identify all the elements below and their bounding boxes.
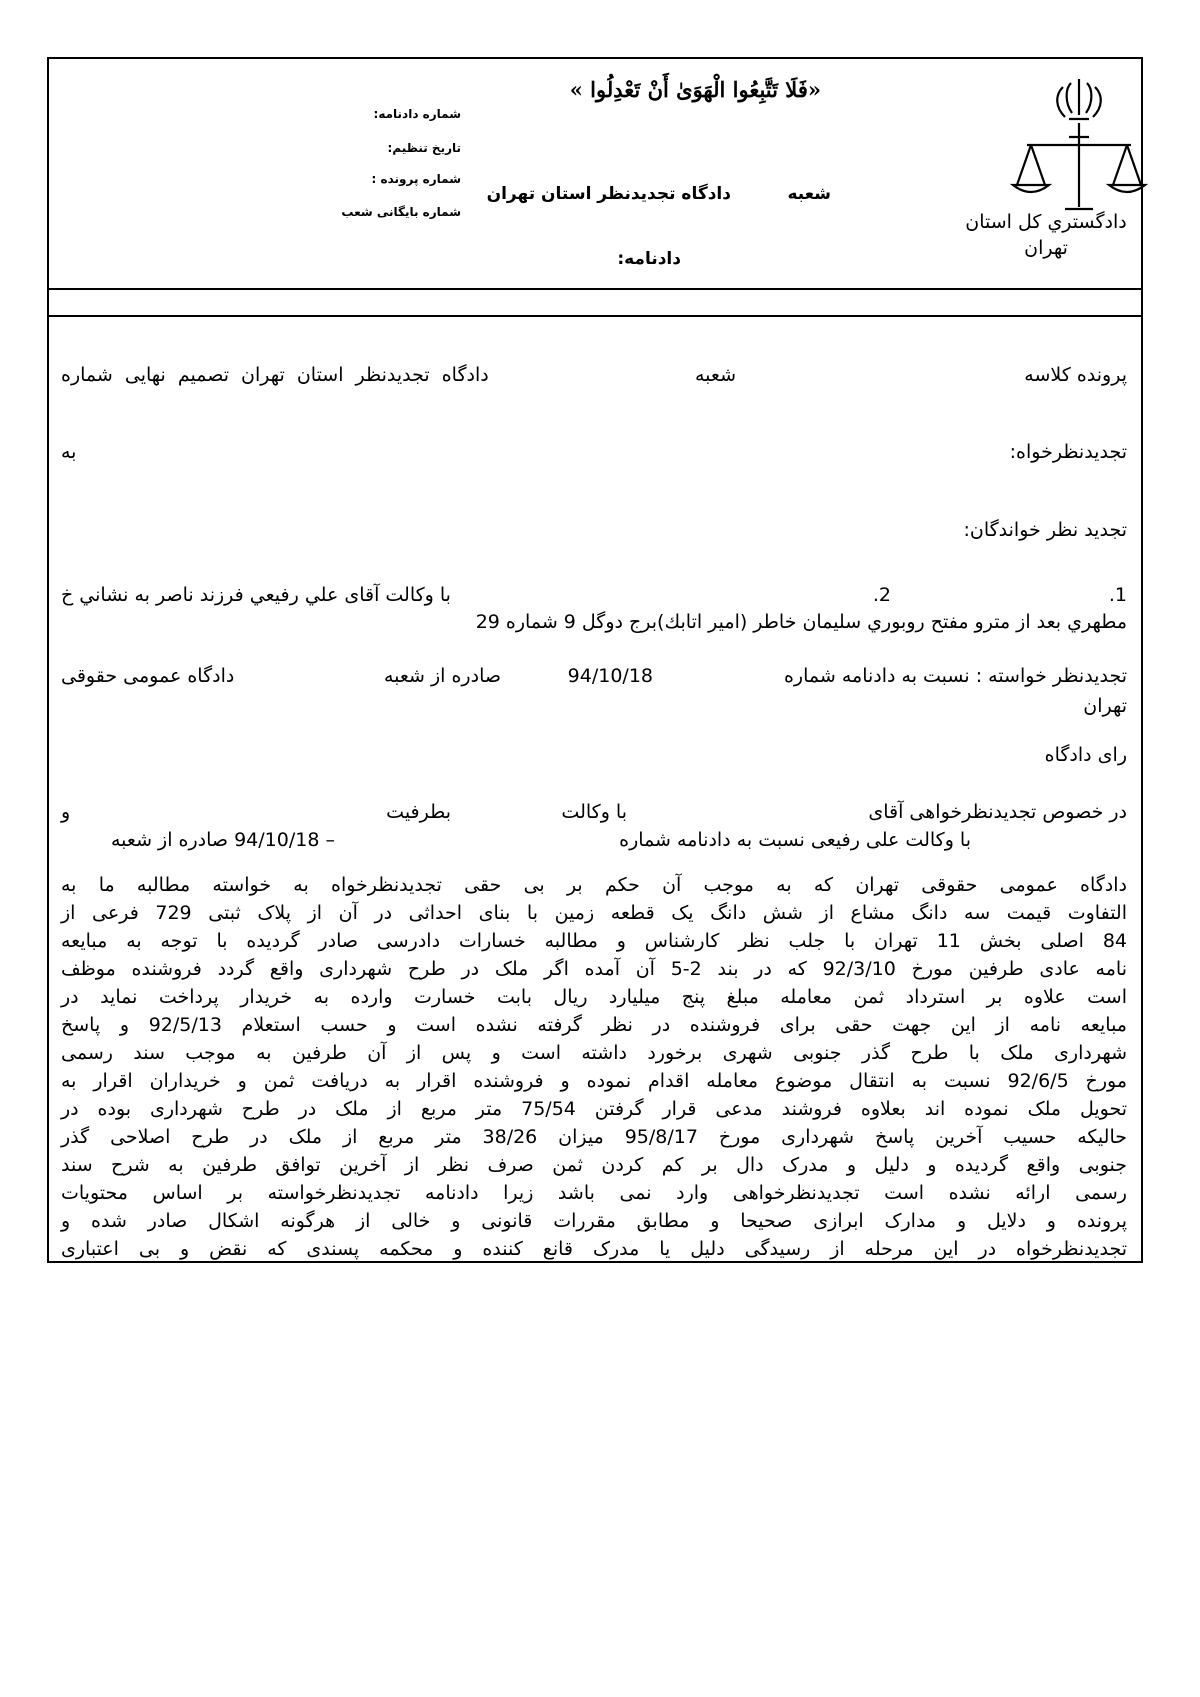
- meta-ruling-number: شماره دادنامه:: [373, 107, 461, 121]
- court-name: دادگاه تجدیدنظر استان تهران: [486, 184, 731, 204]
- branch-word: شعبه: [694, 364, 736, 386]
- document-frame: [47, 57, 1143, 1263]
- paragraph-line: تجدیدنظرخواه در این مرحله از رسیدگی دلیل یا مدرک قانع كننده و محكمه پسندی كه نقض و بی اعتباری: [61, 1238, 1127, 1260]
- court-decision-line: دادگاه تجدیدنظر استان تهران تصمیم نهایی شماره: [61, 364, 489, 386]
- meta-archive-number: شماره بایگانی شعب: [341, 205, 461, 219]
- meta-case-number: شماره پرونده :: [371, 172, 461, 186]
- paragraph-line: نامه عادی طرفین مورخ 92/3/10 كه در بند 2-5 آن آمده اگر ملک در طرح شهرداری واقع گردد فروشنده موظف: [61, 958, 1128, 980]
- verdict-paragraph: [61, 871, 1127, 1263]
- paragraph-line: است علاوه بر استرداد ثمن معامله مبلغ پنج میلیارد ریال بابت خسارت وارده به خریدار پرداخت نماید در: [61, 986, 1127, 1008]
- respondent-num-1: 1.: [1108, 584, 1127, 606]
- verdict-intro-against: بطرفیت: [386, 801, 451, 823]
- respondent-num-2: 2.: [872, 584, 891, 606]
- verdict-title: رای دادگاه: [1044, 744, 1127, 766]
- paragraph-line: 84 اصلی بخش 11 تهران با جلب نظر كارشناس و مطالبه خسارات دادرسی صادر گردیده با توجه به مبایعه: [61, 930, 1127, 952]
- iran-emblem-scales-icon: [1009, 67, 1149, 217]
- paragraph-line: حالیكه حسیب آخرین پاسخ شهرداری مورخ 95/8/17 میزان 38/26 متر مربع از ملک در طرح اصلاحی گذر: [61, 1126, 1127, 1148]
- paragraph-line: پرونده و دلایل و مدارک ابرازی صحیحا و مطابق مقررات قانونی و خالی از هرگونه اشكال صادر شده و: [61, 1210, 1127, 1232]
- header-divider-2: [49, 315, 1141, 317]
- case-class-label: پرونده كلاسه: [1024, 364, 1127, 386]
- paragraph-line: رسمی ارائه نشده است تجدیدنظرخواهی وارد نمی باشد زیرا دادنامه تجدیدنظرخواسته بر اساس محتویات: [61, 1182, 1127, 1204]
- header-divider: [49, 288, 1141, 290]
- respondent-address-line: مطهري بعد از مترو مفتح روبوري سليمان خاطر (امير اتابك)برج دوگل 9 شماره 29: [475, 611, 1127, 633]
- subject-branch: صادره از شعبه: [383, 665, 501, 687]
- paragraph-line: شهرداری ملک با طرح گذر جنوبی شهری برخورد داشته است و پس از آن طرفین به موجب سند رسمی: [61, 1042, 1127, 1064]
- subject-court: دادگاه عمومی حقوقی: [61, 665, 235, 687]
- verdict-intro-and: و: [61, 801, 71, 823]
- header-motto: «فَلَا تَتَّبِعُوا الْهَوَىٰ أَنْ تَعْدِلُوا »: [569, 77, 821, 102]
- document-title: دادنامه:: [617, 249, 681, 269]
- verdict-intro-line2-left: – 94/10/18 صادره از شعبه: [111, 829, 335, 851]
- subject-date: 94/10/18: [567, 665, 653, 687]
- respondents-label: تجدید نظر خواندگان:: [963, 519, 1127, 541]
- paragraph-line: جنوبی واقع گردیده و دلیل و مدرک دال بر كم كردن ثمن صرف نظر از آخرین توافق طرفین به شرح سند: [61, 1154, 1127, 1176]
- appellant-label: تجدیدنظرخواه:: [1009, 441, 1127, 463]
- paragraph-line: التفاوت قیمت سه دانگ مشاع از شش دانگ یک قطعه زمین با بنای احداثی در آن از پلاک ثبتی 729 فرعی از: [61, 902, 1127, 924]
- appellant-suffix: به: [61, 441, 77, 463]
- respondent-lawyer-line: با وكالت آقای علي رفيعي فرزند ناصر به نشاني خ: [61, 584, 451, 606]
- branch-label: شعبه: [787, 184, 831, 204]
- paragraph-line: مورخ 92/6/5 نسبت به انتقال موضوع معامله اقدام نموده و فروشنده اقرار به دریافت ثمن و خریداران اقرار به: [61, 1070, 1127, 1092]
- subject-city: تهران: [1083, 695, 1127, 717]
- verdict-intro-line2-right: با وكالت علی رفیعی نسبت به دادنامه شماره: [619, 829, 971, 851]
- subject-label: تجدیدنظر خواسته : نسبت به دادنامه شماره: [783, 665, 1127, 687]
- paragraph-line: دادگاه عمومی حقوقی تهران كه به موجب آن حكم بر بی حقی تجدیدنظرخواه به خواسته مطالبه ما به: [61, 874, 1127, 896]
- verdict-intro-right: در خصوص تجدیدنظرخواهی آقای: [868, 801, 1127, 823]
- verdict-intro-lawyer: با وكالت: [561, 801, 627, 823]
- paragraph-line: مبایعه نامه از این جهت حقی برای فروشنده در نظر گرفته نشده است و حسب استعلام 92/5/13 و پاسخ: [61, 1014, 1127, 1036]
- paragraph-line: تحویل ملک نموده اند بعلاوه فروشند مدعی قرار گرفتن 75/54 متر مربع از ملک در طرح شهرداری بوده در: [61, 1098, 1127, 1120]
- judiciary-line2: تهران: [1024, 237, 1068, 259]
- judiciary-line1: دادگستري كل استان: [965, 211, 1127, 233]
- meta-date: تاریخ تنظیم:: [387, 141, 461, 155]
